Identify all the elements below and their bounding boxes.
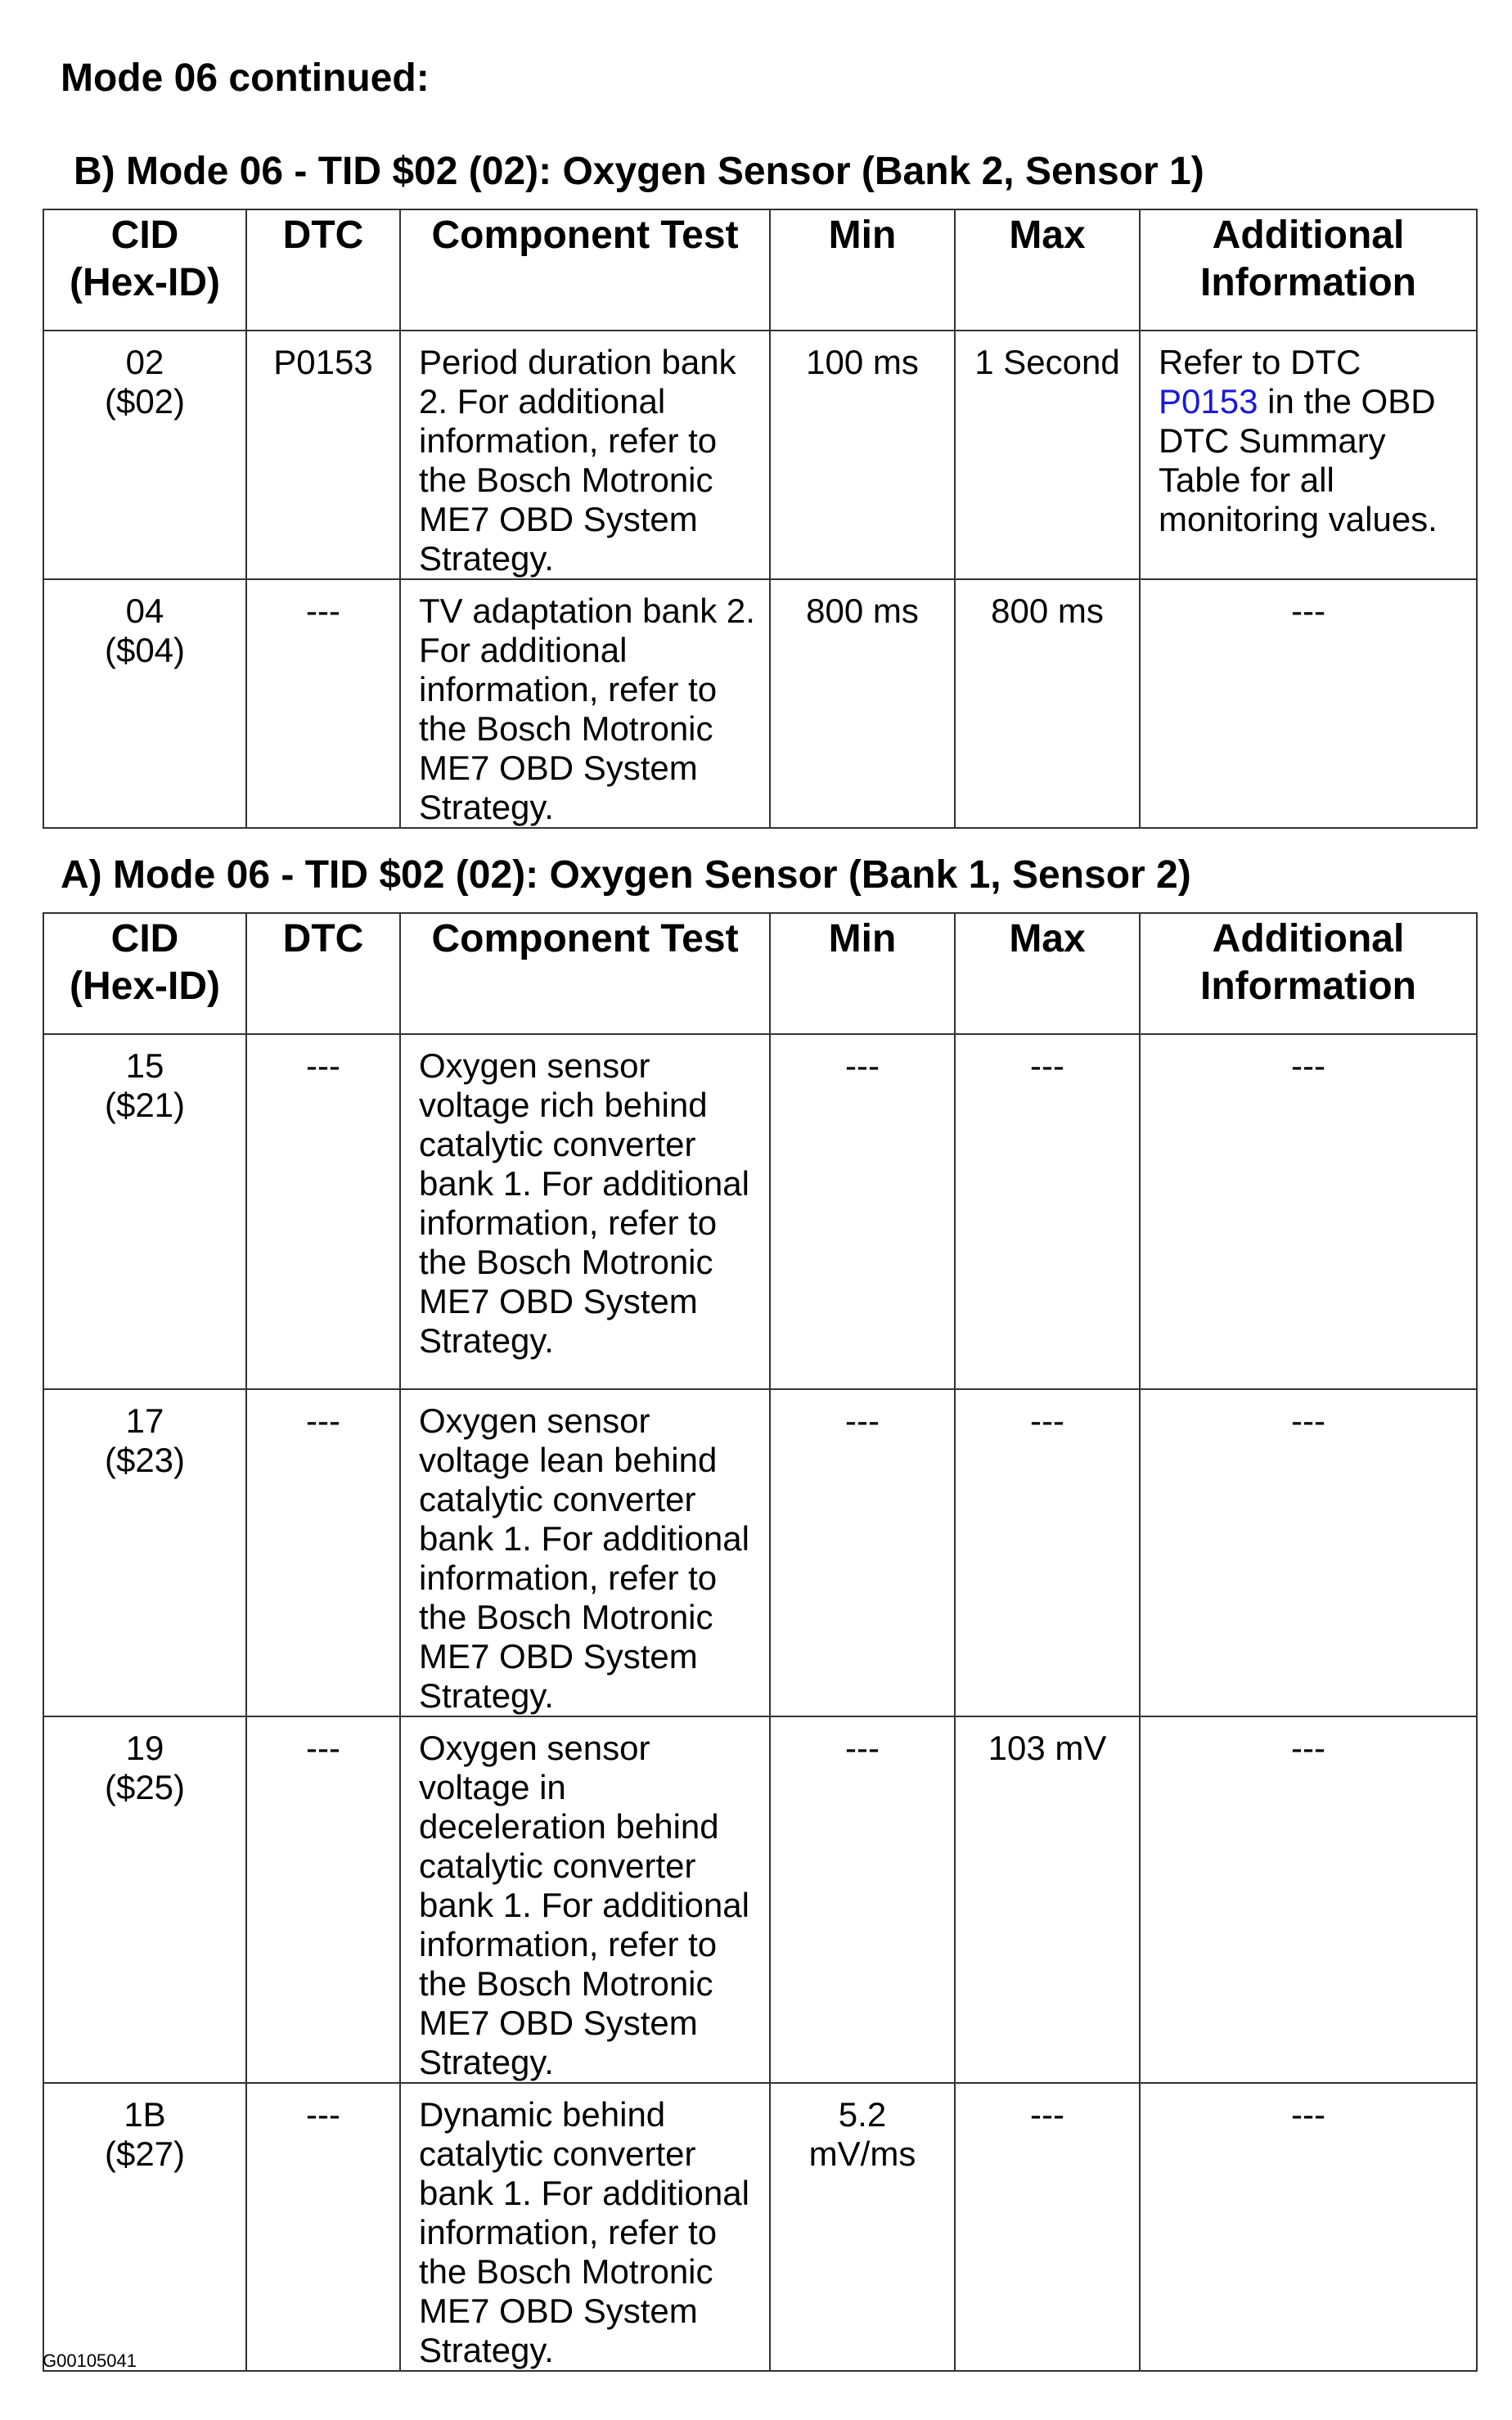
table-row xyxy=(43,1716,1477,2083)
table-row xyxy=(43,1389,1477,1716)
dtc-cell: --- xyxy=(246,2083,400,2371)
max-cell: 1 Second xyxy=(955,331,1140,579)
header-additional-information: Additional Information xyxy=(1140,209,1477,331)
additional-info-cell: Refer to DTC P0153 in the OBD DTC Summary Table for all monitoring values. xyxy=(1140,331,1477,579)
min-cell: --- xyxy=(770,1716,955,2083)
header-min: Min xyxy=(770,913,955,1034)
header-dtc: DTC xyxy=(246,913,400,1034)
component-test-cell: Dynamic behind catalytic converter bank 1. For additional information, refer to the Bosch Motronic ME7 OBD System Strategy. xyxy=(400,2083,770,2371)
min-cell: 800 ms xyxy=(770,579,955,828)
additional-info-cell: --- xyxy=(1140,2083,1477,2371)
cid-cell: 1B ($27) xyxy=(43,2083,246,2371)
max-cell: --- xyxy=(955,1389,1140,1716)
table-row xyxy=(43,331,1477,579)
section-a-table xyxy=(43,912,1478,2372)
section-b-title: B) Mode 06 - TID $02 (02): Oxygen Sensor (Bank 2, Sensor 1) xyxy=(74,150,1204,193)
header-cid: CID (Hex-ID) xyxy=(43,913,246,1034)
component-test-cell: Oxygen sensor voltage lean behind catalytic converter bank 1. For additional information, refer to the Bosch Motronic ME7 OBD System Strategy. xyxy=(400,1389,770,1716)
component-test-cell: Period duration bank 2. For additional information, refer to the Bosch Motronic ME7 OBD System Strategy. xyxy=(400,331,770,579)
cid-cell: 15 ($21) xyxy=(43,1034,246,1389)
table-row xyxy=(43,1034,1477,1389)
header-component-test: Component Test xyxy=(400,913,770,1034)
max-cell: 103 mV xyxy=(955,1716,1140,2083)
min-cell: 100 ms xyxy=(770,331,955,579)
cid-cell: 17 ($23) xyxy=(43,1389,246,1716)
component-test-cell: Oxygen sensor voltage in deceleration behind catalytic converter bank 1. For additional information, refer to the Bosch Motronic ME7 OBD System Strategy. xyxy=(400,1716,770,2083)
table-row xyxy=(43,2083,1477,2371)
min-cell: --- xyxy=(770,1389,955,1716)
cid-cell: 04 ($04) xyxy=(43,579,246,828)
table-header-row xyxy=(43,913,1477,1034)
header-dtc: DTC xyxy=(246,209,400,331)
component-test-cell: TV adaptation bank 2. For additional information, refer to the Bosch Motronic ME7 OBD System Strategy. xyxy=(400,579,770,828)
header-component-test: Component Test xyxy=(400,209,770,331)
page-title: Mode 06 continued: xyxy=(61,56,430,100)
min-cell: --- xyxy=(770,1034,955,1389)
dtc-cell: --- xyxy=(246,1716,400,2083)
additional-info-cell: --- xyxy=(1140,1389,1477,1716)
max-cell: 800 ms xyxy=(955,579,1140,828)
min-cell: 5.2 mV/ms xyxy=(770,2083,955,2371)
table-row xyxy=(43,579,1477,828)
cid-cell: 02 ($02) xyxy=(43,331,246,579)
dtc-cell: --- xyxy=(246,1389,400,1716)
section-b-table xyxy=(43,209,1478,829)
dtc-cell: P0153 xyxy=(246,331,400,579)
header-max: Max xyxy=(955,913,1140,1034)
additional-info-cell: --- xyxy=(1140,579,1477,828)
max-cell: --- xyxy=(955,1034,1140,1389)
figure-code: G00105041 xyxy=(43,2350,137,2371)
header-additional-information: Additional Information xyxy=(1140,913,1477,1034)
additional-info-cell: --- xyxy=(1140,1034,1477,1389)
dtc-cell: --- xyxy=(246,579,400,828)
additional-info-cell: --- xyxy=(1140,1716,1477,2083)
header-min: Min xyxy=(770,209,955,331)
table-header-row xyxy=(43,209,1477,331)
section-a-title: A) Mode 06 - TID $02 (02): Oxygen Sensor (Bank 1, Sensor 2) xyxy=(61,853,1191,897)
dtc-link-p0153[interactable]: P0153 xyxy=(1159,382,1258,421)
component-test-cell: Oxygen sensor voltage rich behind catalytic converter bank 1. For additional information, refer to the Bosch Motronic ME7 OBD System Strategy. xyxy=(400,1034,770,1389)
header-cid: CID (Hex-ID) xyxy=(43,209,246,331)
max-cell: --- xyxy=(955,2083,1140,2371)
cid-cell: 19 ($25) xyxy=(43,1716,246,2083)
dtc-cell: --- xyxy=(246,1034,400,1389)
header-max: Max xyxy=(955,209,1140,331)
